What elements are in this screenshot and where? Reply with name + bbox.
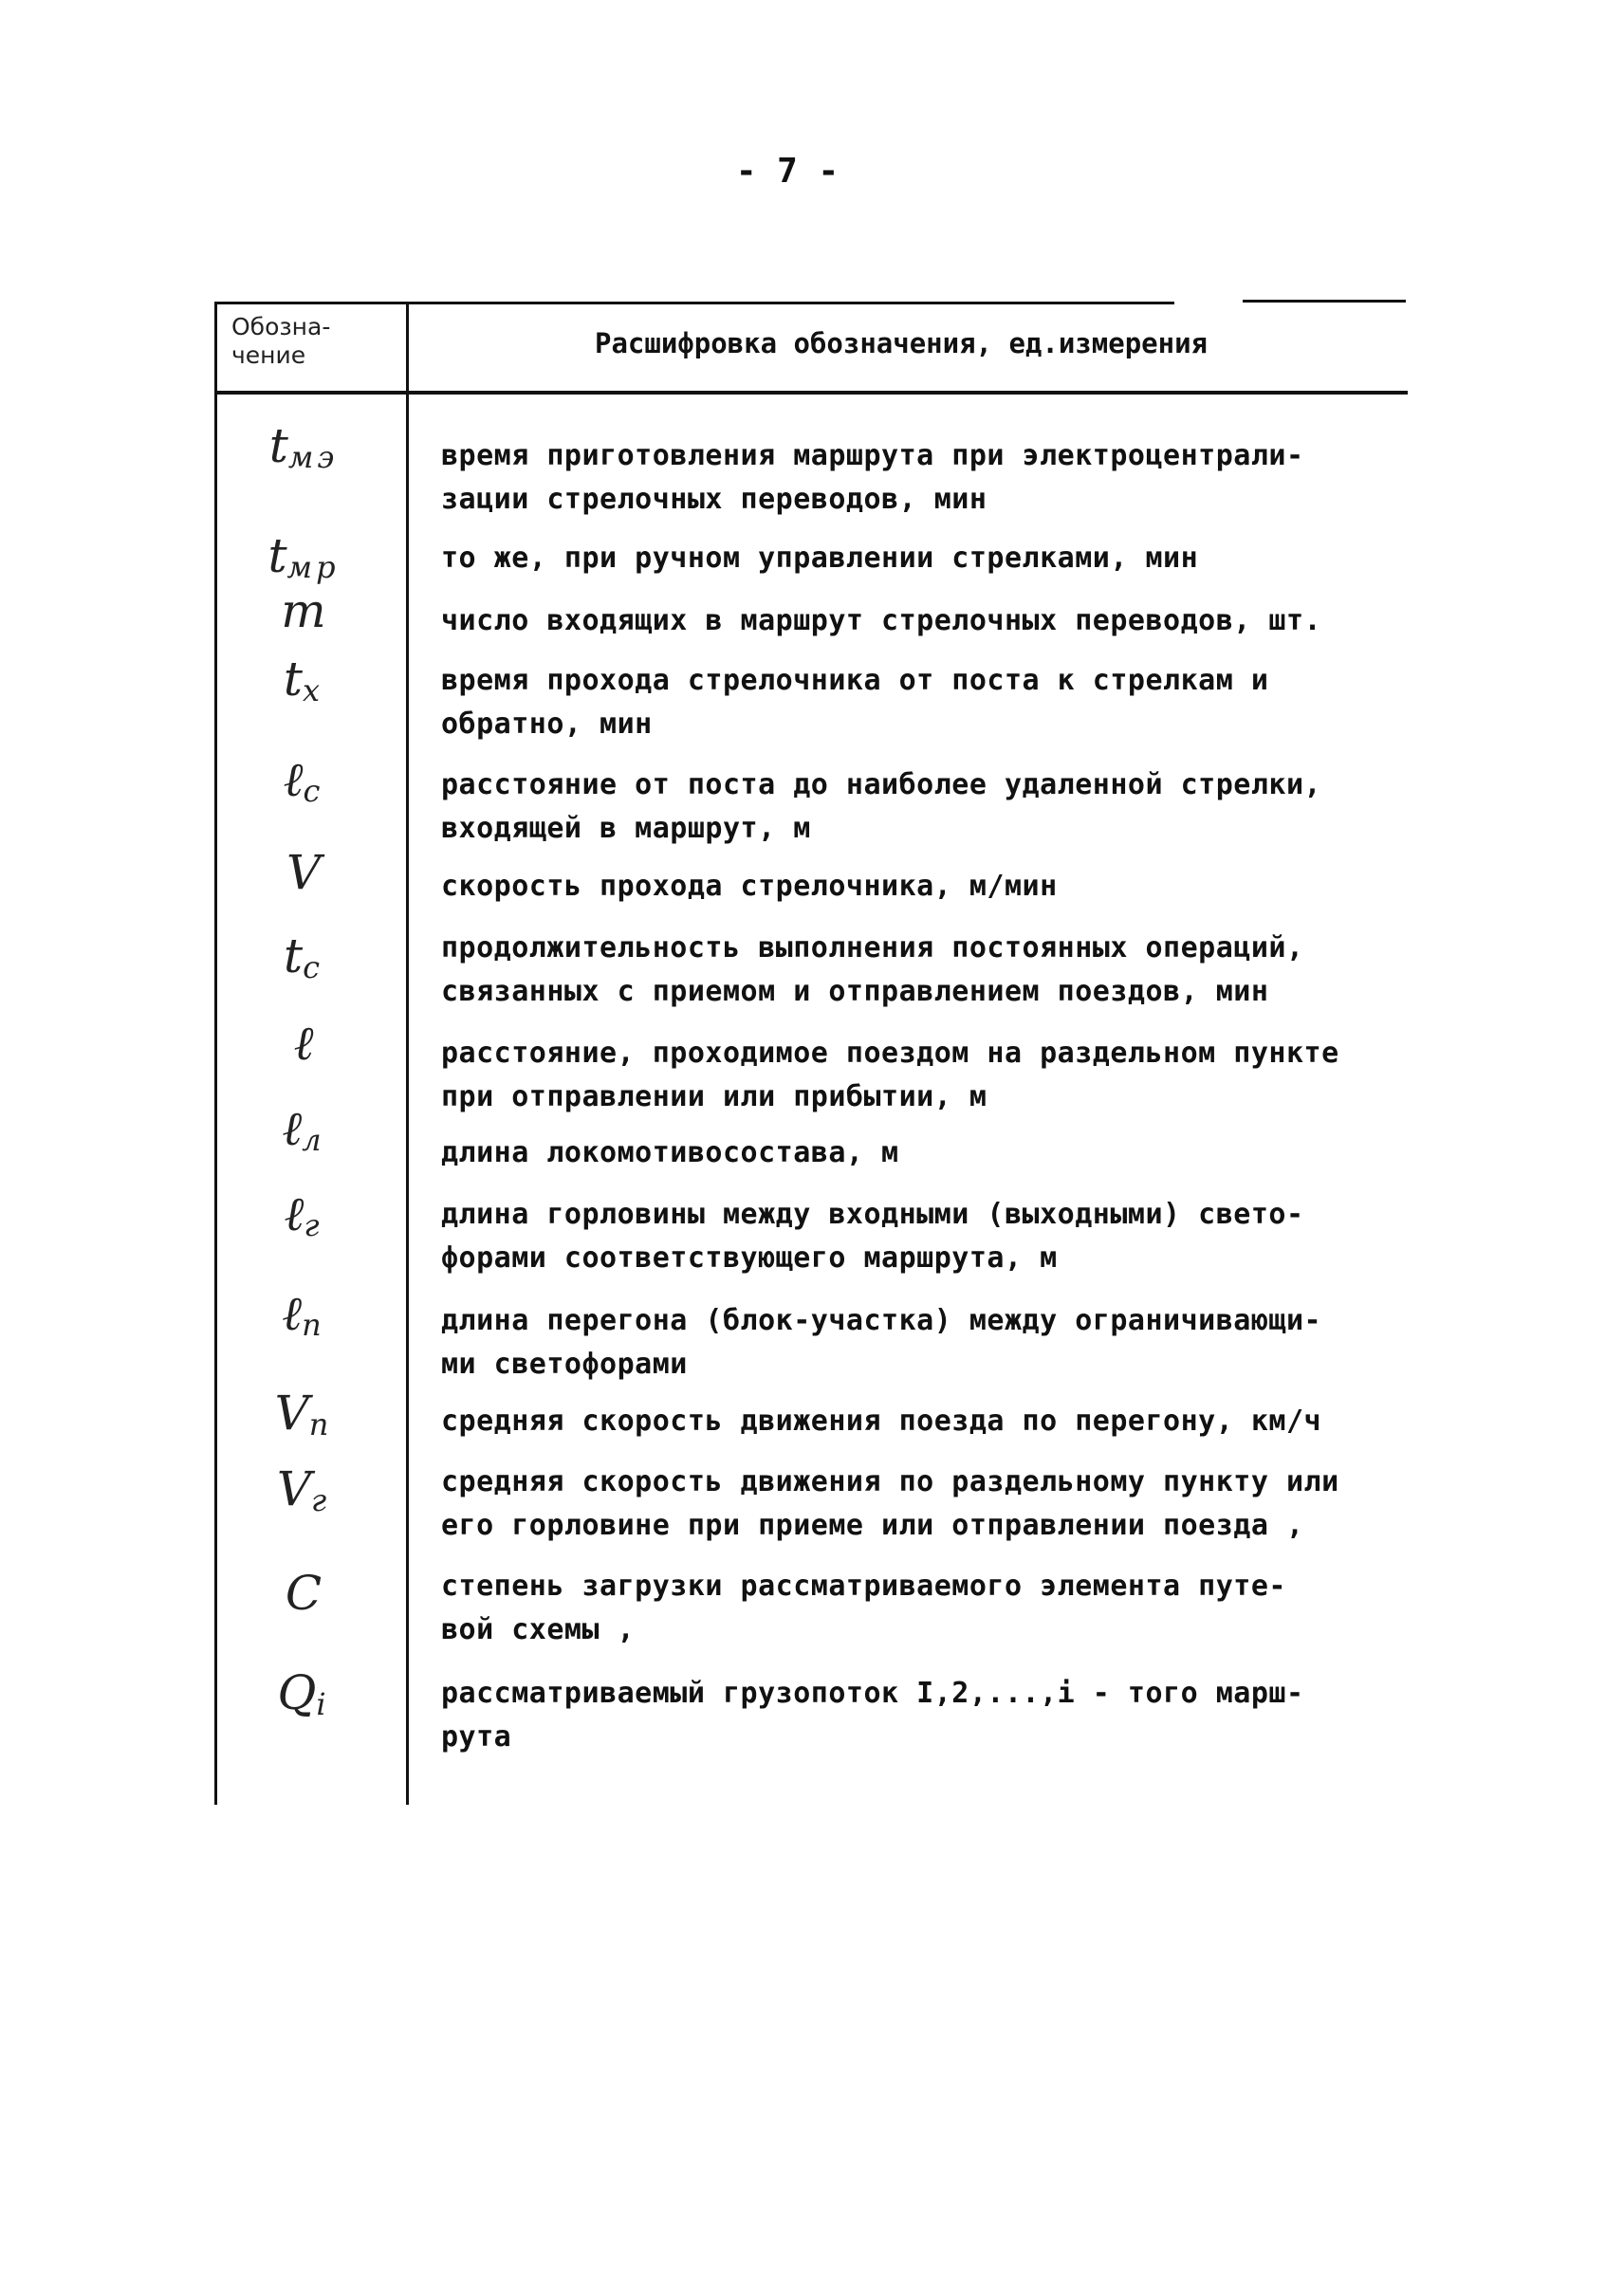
description-line: зации стрелочных переводов, мин (441, 483, 987, 516)
description-cell (441, 1460, 1409, 1548)
symbol-cell (199, 844, 408, 901)
symbol-main: V (276, 1461, 311, 1516)
description-cell (441, 865, 1409, 909)
description-line: длина перегона (блок-участка) между ограничивающи- (441, 1304, 1322, 1337)
description-cell (441, 1193, 1409, 1280)
description-line: при отправлении или прибытии, м (441, 1080, 987, 1113)
symbol-subscript: г (304, 1207, 323, 1243)
symbol-main: ℓ (282, 1286, 303, 1341)
symbol-header-line: чение (231, 341, 306, 369)
description-line: длина горловины между входными (выходными) свето- (441, 1198, 1304, 1231)
description-cell (441, 1672, 1409, 1759)
description-line: обратно, мин (441, 707, 653, 741)
description-cell (441, 1565, 1409, 1652)
description-line: средняя скорость движения поезда по перегону, км/ч (441, 1405, 1322, 1438)
symbol-subscript: i (316, 1686, 330, 1722)
description-line: рута (441, 1720, 512, 1754)
description-line: средняя скорость движения по раздельному пункту или (441, 1465, 1339, 1498)
symbol-column-header (231, 313, 393, 370)
page-number: - 7 - (735, 152, 840, 191)
symbol-main: ℓ (284, 1186, 304, 1241)
description-line: время прохода стрелочника от поста к стрелкам и (441, 664, 1269, 697)
symbol-main: C (285, 1566, 323, 1621)
description-line: время приготовления маршрута при электроцентрали- (441, 439, 1304, 472)
description-line: расстояние, проходимое поездом на раздельном пункте (441, 1037, 1339, 1070)
description-cell (441, 659, 1409, 746)
symbol-main: V (286, 845, 322, 900)
description-cell (441, 599, 1409, 643)
description-cell (441, 537, 1409, 580)
description-line: его горловине при приеме или отправлении поезда , (441, 1509, 1304, 1542)
description-line: расстояние от поста до наиболее удаленной стрелки, (441, 768, 1322, 801)
symbol-main: t (283, 652, 304, 707)
symbol-cell (199, 1015, 408, 1072)
symbol-subscript: мр (286, 549, 340, 585)
symbol-subscript: c (303, 773, 324, 809)
description-line: входящей в маршрут, м (441, 812, 811, 845)
symbol-cell (199, 1285, 408, 1353)
symbol-main: ℓ (282, 1101, 303, 1156)
symbol-main: Q (277, 1665, 317, 1720)
description-line: то же, при ручном управлении стрелками, мин (441, 542, 1199, 575)
header-bottom-rule (216, 391, 1408, 395)
symbol-cell (199, 417, 408, 486)
symbol-subscript: x (303, 672, 324, 708)
symbol-cell (199, 582, 408, 639)
symbol-main: ℓ (283, 752, 304, 807)
description-cell (441, 434, 1409, 522)
symbol-main: t (283, 928, 304, 983)
description-line: число входящих в маршрут стрелочных переводов, шт. (441, 604, 1322, 637)
symbol-cell (199, 928, 408, 996)
description-line: связанных с приемом и отправлением поездов, мин (441, 975, 1269, 1008)
symbol-main: m (281, 583, 326, 638)
description-cell (441, 1032, 1409, 1119)
description-cell (441, 763, 1409, 851)
symbol-header-line: Обозна- (231, 313, 331, 340)
symbol-cell (199, 1565, 408, 1622)
symbol-subscript: c (303, 949, 323, 985)
symbol-cell (199, 1385, 408, 1453)
symbol-subscript: г (310, 1482, 331, 1518)
table-top-rule-right (1243, 300, 1406, 303)
symbol-cell (199, 651, 408, 719)
description-line: рассматриваемый грузопоток I,2,...,i - того марш- (441, 1677, 1304, 1710)
description-line: форами соответствующего маршрута, м (441, 1241, 1058, 1275)
description-line: вой схемы , (441, 1613, 636, 1646)
description-cell (441, 927, 1409, 1014)
symbol-cell (199, 1100, 408, 1168)
table-top-rule (216, 302, 1174, 304)
description-line: продолжительность выполнения постоянных операций, (441, 931, 1304, 964)
symbol-subscript: л (302, 1122, 325, 1158)
symbol-subscript: п (308, 1406, 333, 1442)
symbol-main: t (268, 528, 287, 583)
description-cell (441, 1131, 1409, 1175)
symbol-cell (199, 1460, 408, 1529)
symbol-subscript: п (302, 1307, 325, 1343)
symbol-main: ℓ (293, 1016, 314, 1071)
description-line: длина локомотивосостава, м (441, 1136, 899, 1169)
symbol-main: V (274, 1386, 309, 1441)
symbol-subscript: мэ (287, 439, 339, 475)
symbol-cell (199, 1185, 408, 1254)
description-line: ми светофорами (441, 1348, 688, 1381)
symbol-cell (199, 751, 408, 819)
description-cell (441, 1400, 1409, 1443)
description-column-header: Расшифровка обозначения, ед.измерения (594, 327, 1208, 359)
description-line: степень загрузки рассматриваемого элемента путе- (441, 1570, 1286, 1603)
symbol-main: t (268, 418, 288, 473)
description-cell (441, 1299, 1409, 1387)
symbol-cell (199, 1664, 408, 1733)
description-line: скорость прохода стрелочника, м/мин (441, 870, 1058, 903)
